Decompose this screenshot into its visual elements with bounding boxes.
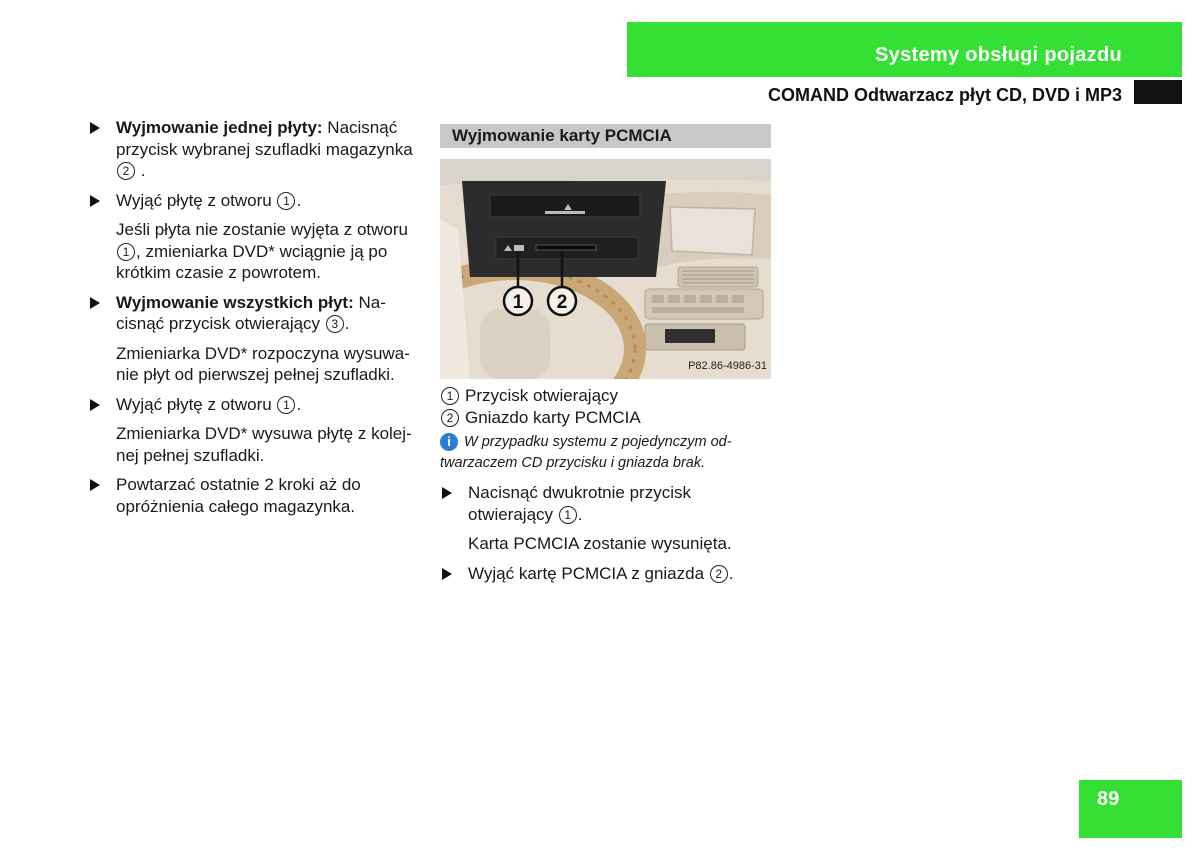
step-press-open xyxy=(440,482,772,525)
step-take-disc xyxy=(88,190,418,212)
legend-item xyxy=(440,407,772,429)
step-text: Wyjąć kartę PCMCIA z gniazda xyxy=(468,563,709,583)
step-remove-single-disc xyxy=(88,117,418,182)
ref-number: 1 xyxy=(117,243,135,261)
ref-number: 1 xyxy=(559,506,577,524)
ref-number: 1 xyxy=(441,387,459,405)
bullet-arrow-icon xyxy=(442,487,452,499)
bullet-arrow-icon xyxy=(442,568,452,580)
ref-number: 2 xyxy=(441,409,459,427)
legend-item xyxy=(440,385,772,407)
step-text-end: . xyxy=(296,190,302,210)
chapter-tab-marker xyxy=(1134,80,1182,104)
subsection-title: Wyjmowanie karty PCMCIA xyxy=(440,124,771,148)
step-text: Na-cisnąć przycisk otwierający xyxy=(116,292,386,333)
ref-number: 2 xyxy=(117,162,135,180)
note-text: Jeśli płyta nie zostanie wyjęta z otworu xyxy=(116,220,408,239)
step-text-end: . xyxy=(296,394,302,414)
section-title: Systemy obsługi pojazdu xyxy=(875,44,1122,66)
step-text: Powtarzać ostatnie 2 kroki aż do opróżnienia całego magazynka. xyxy=(116,475,361,516)
step-take-disc xyxy=(88,394,418,416)
callout-1: 1 xyxy=(512,292,524,313)
step-text: Wyjąć płytę z otworu xyxy=(116,190,277,210)
step-text-end: . xyxy=(577,504,583,524)
bullet-arrow-icon xyxy=(90,479,100,491)
bullet-arrow-icon xyxy=(90,297,100,309)
figure-legend xyxy=(440,385,772,428)
info-text: W przypadku systemu z pojedynczym od-twarzaczem CD przycisku i gniazda brak. xyxy=(440,434,732,471)
step-text-end: . xyxy=(728,563,734,583)
step-remove-card xyxy=(440,563,772,585)
legend-text: Przycisk otwierający xyxy=(465,386,619,405)
info-icon: i xyxy=(440,433,458,451)
bullet-arrow-icon xyxy=(90,399,100,411)
note-paragraph: Zmieniarka DVD* rozpoczyna wysuwa-nie płyt od pierwszej pełnej szufladki. xyxy=(116,343,410,384)
ref-number: 1 xyxy=(277,192,295,210)
pcmcia-steps xyxy=(440,482,772,584)
note-text-end: , zmieniarka DVD* wciągnie ją po krótkim czasie z powrotem. xyxy=(116,241,388,282)
step-text: Nacisnąć dwukrotnie przycisk otwierający xyxy=(468,483,691,524)
step-remove-all-discs xyxy=(88,292,418,335)
note-paragraph: Zmieniarka DVD* wysuwa płytę z kolej-nej pełnej szufladki. xyxy=(116,424,412,465)
figure-code: P82.86-4986-31 xyxy=(688,359,767,372)
step-text: Nacisnąć przycisk wybranej szufladki magazynka xyxy=(116,118,413,159)
page-number: 89 xyxy=(1079,780,1182,838)
ref-number: 3 xyxy=(326,315,344,333)
dashboard-illustration xyxy=(440,159,771,379)
callout-2: 2 xyxy=(556,292,568,313)
step-repeat xyxy=(88,474,418,517)
info-note xyxy=(440,432,772,474)
result-paragraph: Karta PCMCIA zostanie wysunięta. xyxy=(468,534,732,553)
note-paragraph xyxy=(88,219,418,284)
section-header-bar xyxy=(627,22,1182,77)
bullet-arrow-icon xyxy=(90,195,100,207)
chapter-title: COMAND Odtwarzacz płyt CD, DVD i MP3 xyxy=(767,85,1122,105)
step-heading: Wyjmowanie wszystkich płyt: xyxy=(116,292,354,312)
left-column xyxy=(88,117,418,525)
ref-number: 2 xyxy=(710,565,728,583)
dashboard-figure xyxy=(440,159,771,379)
bullet-arrow-icon xyxy=(90,122,100,134)
step-text: Wyjąć płytę z otworu xyxy=(116,394,277,414)
step-heading: Wyjmowanie jednej płyty: xyxy=(116,118,323,137)
step-text-end: . xyxy=(136,161,146,180)
middle-column xyxy=(440,124,772,592)
step-text-end: . xyxy=(344,314,350,333)
legend-text: Gniazdo karty PCMCIA xyxy=(465,407,641,427)
ref-number: 1 xyxy=(277,396,295,414)
